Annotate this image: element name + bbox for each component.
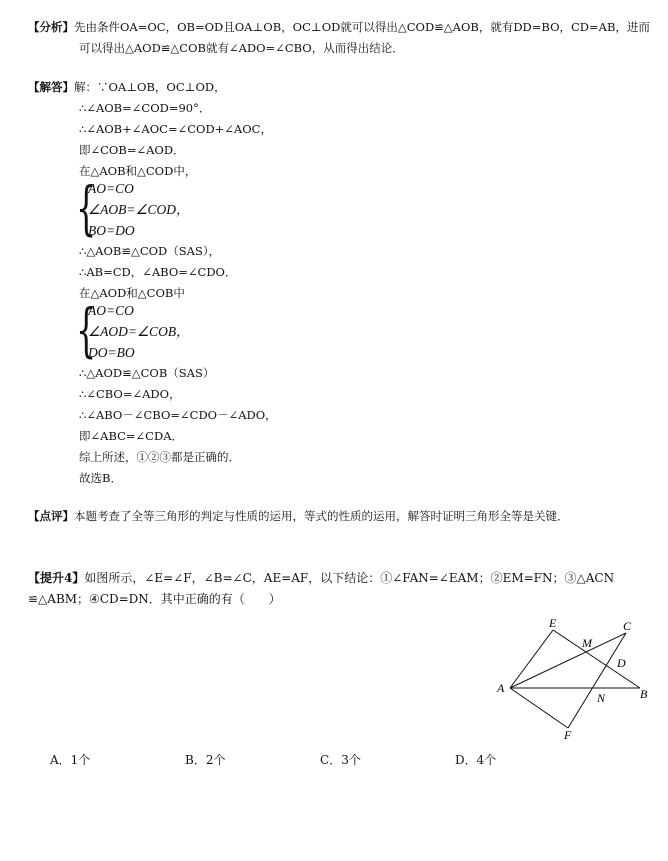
solution-line-4: 即∠COB=∠AOD． <box>79 143 185 157</box>
analysis-line-1: 先由条件OA=OC，OB=OD且OA⊥OB，OC⊥OD就可以得出△COD≌△AOB，就有DD=BO，CD=AB，进而 <box>74 20 650 34</box>
comment-label: 【点评】 <box>28 509 74 523</box>
solution-line-3: ∴∠AOB+∠AOC=∠COD+∠AOC， <box>79 122 272 136</box>
system-1-row-2: ∠AOB=∠COD， <box>88 202 190 217</box>
system-1-brace: { <box>76 174 97 242</box>
segment-AE <box>510 630 553 688</box>
system-1-row-3: BO=DO <box>88 223 135 238</box>
system-2-row-3: DO=BO <box>88 345 135 360</box>
problem-line-1: 如图所示，∠E=∠F，∠B=∠C，AE=AF，以下结论：①∠FAN=∠EAM；②EM=FN；③△ACN <box>84 571 615 585</box>
solution-label: 【解答】 <box>28 80 74 94</box>
option-a-text: 1个 <box>70 753 91 767</box>
system-2-row-2: ∠AOD=∠COB， <box>88 324 190 339</box>
option-a-letter: A． <box>50 753 71 767</box>
label-N: N <box>597 691 606 705</box>
analysis-label: 【分析】 <box>28 20 74 34</box>
option-b-text: 2个 <box>205 753 226 767</box>
solution-line-7: ∴AB=CD，∠ABO=∠CDO． <box>79 265 237 279</box>
option-c-text: 3个 <box>341 753 361 767</box>
label-C: C <box>623 619 632 633</box>
option-b-letter: B． <box>185 753 206 767</box>
solution-line-13: 综上所述，①②③都是正确的． <box>79 450 240 464</box>
label-F: F <box>564 728 572 742</box>
solution-line-6: ∴△AOB≌△COD（SAS）， <box>79 244 221 258</box>
option-d[interactable] <box>455 751 496 768</box>
system-1-row-1: AO=CO <box>88 181 134 196</box>
option-d-text: 4个 <box>476 753 497 767</box>
solution-line-10: ∴∠CBO=∠ADO， <box>79 387 181 401</box>
option-c[interactable] <box>320 751 361 768</box>
option-c-letter: C． <box>320 753 342 767</box>
solution-line-14: 故选B． <box>79 471 122 485</box>
system-2-row-1: AO=CO <box>88 303 134 318</box>
label-M: M <box>582 636 592 650</box>
segment-AC <box>510 633 626 688</box>
solution-line-8: 在△AOD和△COB中 <box>79 286 185 300</box>
solution-line-5: 在△AOB和△COD中， <box>79 164 197 178</box>
option-b[interactable] <box>185 751 225 768</box>
label-E: E <box>549 616 557 630</box>
label-A: A <box>497 681 505 695</box>
solution-line-1: 解：∵OA⊥OB，OC⊥OD， <box>74 80 226 94</box>
segment-AF <box>510 688 568 728</box>
comment-text: 本题考查了全等三角形的判定与性质的运用，等式的性质的运用，解答时证明三角形全等是关键． <box>74 509 569 523</box>
solution-line-2: ∴∠AOB=∠COD=90°． <box>79 101 211 115</box>
problem-label: 【提升4】 <box>28 571 85 585</box>
solution-line-9: ∴△AOD≌△COB（SAS） <box>79 366 215 380</box>
solution-line-11: ∴∠ABO－∠CBO=∠CDO－∠ADO， <box>79 408 277 422</box>
analysis-line-2: 可以得出△AOD≌△COB就有∠ADO=∠CBO，从而得出结论． <box>79 41 404 55</box>
label-B: B <box>640 687 648 701</box>
segment-EB <box>553 630 640 688</box>
option-d-letter: D． <box>455 753 477 767</box>
system-2-brace: { <box>76 296 97 364</box>
problem-line-2: ≌△ABM；④CD=DN．其中正确的有（ ） <box>28 592 281 606</box>
solution-line-12: 即∠ABC=∠CDA． <box>79 429 183 443</box>
label-D: D <box>617 656 626 670</box>
option-a[interactable] <box>50 751 90 768</box>
